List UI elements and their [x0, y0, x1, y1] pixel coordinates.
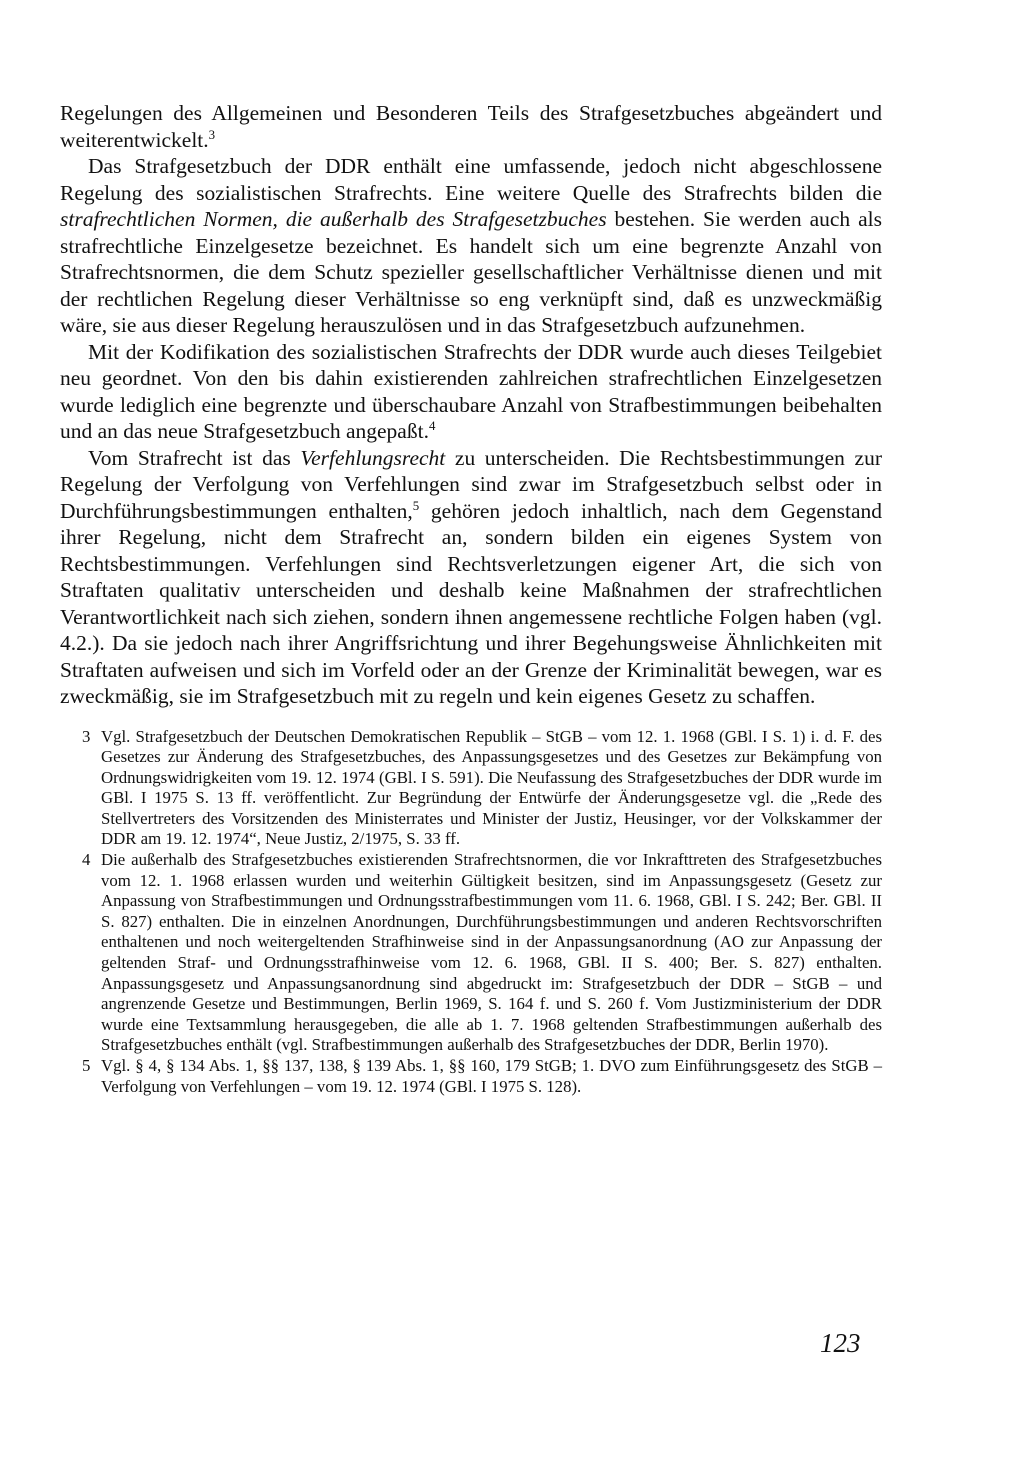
footnotes: [82, 727, 882, 1098]
paragraph-text: Vom Strafrecht ist das: [88, 445, 301, 470]
footnote-number: 4: [82, 850, 91, 870]
footnote-text: Vgl. Strafgesetzbuch der Deutschen Demokratischen Republik – StGB – vom 12. 1. 1968 (GBl. I S. 1) i. d. F. des Gesetzes zur Änderung des Strafgesetzbuches, des Anpassungsgesetzes und des Gesetzes zur Bekämpfung von Ordnungswidrigkeiten vom 19. 12. 1974 (GBl. I S. 591). Die Neufassung des Strafgesetzbuches der DDR wurde im GBl. I 1975 S. 13 ff. veröffentlicht. Zur Begründung der Entwürfe der Änderungsgesetze vgl. die „Rede des Stellvertreters des Vorsitzenden des Ministerrates und Minister der Justiz, Heusinger, vor der Volkskammer der DDR am 19. 12. 1974“, Neue Justiz, 2/1975, S. 33 ff.: [101, 726, 882, 849]
emphasized-text: Verfehlungsrecht: [300, 445, 446, 470]
footnote: [82, 850, 882, 1056]
emphasized-text: strafrechtlichen Normen, die außerhalb des Strafgesetzbuches: [60, 207, 607, 231]
footnote-number: 3: [82, 726, 91, 746]
paragraph-text: Regelungen des Allgemeinen und Besonderen Teils des Strafgesetzbuches abgeändert und weiterentwickelt.: [60, 101, 882, 152]
paragraph-text: Mit der Kodifikation des sozialistischen Strafrechts der DDR wurde auch dieses Teilgebiet neu geordnet. Von den bis dahin existierenden zahlreichen strafrechtlichen Einzelgesetzen wurde lediglich eine begrenzte und überschaubare Anzahl von Strafbestimmungen beibehalten und an das neue Strafgesetzbuch angepaßt.: [60, 339, 882, 443]
footnote-text: Vgl. § 4, § 134 Abs. 1, §§ 137, 138, § 139 Abs. 1, §§ 160, 179 StGB; 1. DVO zum Einführungsgesetz des StGB – Verfolgung von Verfehlungen – vom 19. 12. 1974 (GBl. I 1975 S. 128).: [101, 1056, 882, 1096]
body-paragraph: [60, 339, 882, 445]
body-text: [60, 100, 882, 710]
footnote-number: 5: [82, 1056, 91, 1075]
paragraph-text: Das Strafgesetzbuch der DDR enthält eine umfassende, jedoch nicht abgeschlossene Regelung des sozialistischen Strafrechts. Eine weitere Quelle des Strafrechts bilden die: [60, 154, 882, 205]
paragraph-text: bestehen. Sie werden auch als strafrechtliche Einzelgesetze bezeichnet. Es handelt sich um eine begrenzte Anzahl von Strafrechtsnormen, die dem Schutz spezieller gesellschaftlicher Verhältnisse dienen und mit der rechtlichen Regelung dieser Verhältnisse so eng verknüpft sind, daß es unzweckmäßig wäre, sie aus dieser Regelung herauszulösen und in das Strafgesetzbuch aufzunehmen.: [60, 207, 882, 337]
footnote-text: Die außerhalb des Strafgesetzbuches existierenden Strafrechtsnormen, die vor Inkrafttreten des Strafgesetzbuches vom 12. 1. 1968 erlassen wurden und weiterhin Gültigkeit besitzen, sind im Anpassungsgesetz (Gesetz zur Anpassung von Strafbestimmungen und Ordnungsstrafbestimmungen vom 11. 6. 1968, GBl. I S. 242; Ber. GBl. II S. 827) enthalten. Die in einzelnen Anordnungen, Durchführungsbestimmungen und anderen Rechtsvorschriften enthaltenen und noch weitergeltenden Strafhinweise sind in der Anpassungsanordnung (AO zur Anpassung der geltenden Straf- und Ordnungsstrafhinweise vom 12. 6. 1968, GBl. II S. 400; Ber. S. 827) enthalten. Anpassungsgesetz und Anpassungsanordnung sind abgedruckt im: Strafgesetzbuch der DDR – StGB – und angrenzende Gesetze und Bestimmungen, Berlin 1969, S. 164 f. und S. 260 f. Vom Justizministerium der DDR wurde eine Textsammlung herausgegeben, die alle ab 1. 7. 1968 geltenden Strafbestimmungen außerhalb des Strafgesetzbuches enthält (vgl. Strafbestimmungen außerhalb des Strafgesetzbuches der DDR, Berlin 1970).: [101, 850, 882, 1055]
paragraph-text: gehören jedoch inhaltlich, nach dem Gegenstand ihrer Regelung, nicht dem Strafrecht an, sondern bilden ein eigenes System von Rechtsbestimmungen. Verfehlungen sind Rechtsverletzungen eigener Art, die sich von Straftaten qualitativ unterscheiden und deshalb keine Maßnahmen der strafrechtlichen Verantwortlichkeit nach sich ziehen, sondern ihnen angemessene rechtliche Folgen haben (vgl. 4.2.). Da sie jedoch nach ihrer Angriffsrichtung und ihrer Begehungsweise Ähnlichkeiten mit Straftaten aufweisen und sich im Vorfeld oder an der Grenze der Kriminalität bewegen, war es zweckmäßig, sie im Strafgesetzbuch mit zu regeln und kein eigenes Gesetz zu schaffen.: [60, 498, 882, 708]
body-paragraph: [60, 153, 882, 339]
page-content: [60, 100, 882, 1097]
footnote-reference: 5: [412, 498, 420, 513]
body-paragraph: [60, 100, 882, 153]
footnote-reference: 4: [428, 418, 436, 433]
footnote-reference: 3: [208, 127, 216, 142]
footnote: [82, 1056, 882, 1097]
page-number: 123: [820, 1328, 861, 1358]
footnote: [82, 727, 882, 851]
body-paragraph: [60, 445, 882, 710]
paragraph-text: zu unterscheiden. Die Rechtsbestimmungen zur Regelung der Verfolgung von Verfehlungen sind zwar im Strafgesetzbuch selbst oder in Durchführungsbestimmungen enthalten,: [60, 445, 882, 523]
